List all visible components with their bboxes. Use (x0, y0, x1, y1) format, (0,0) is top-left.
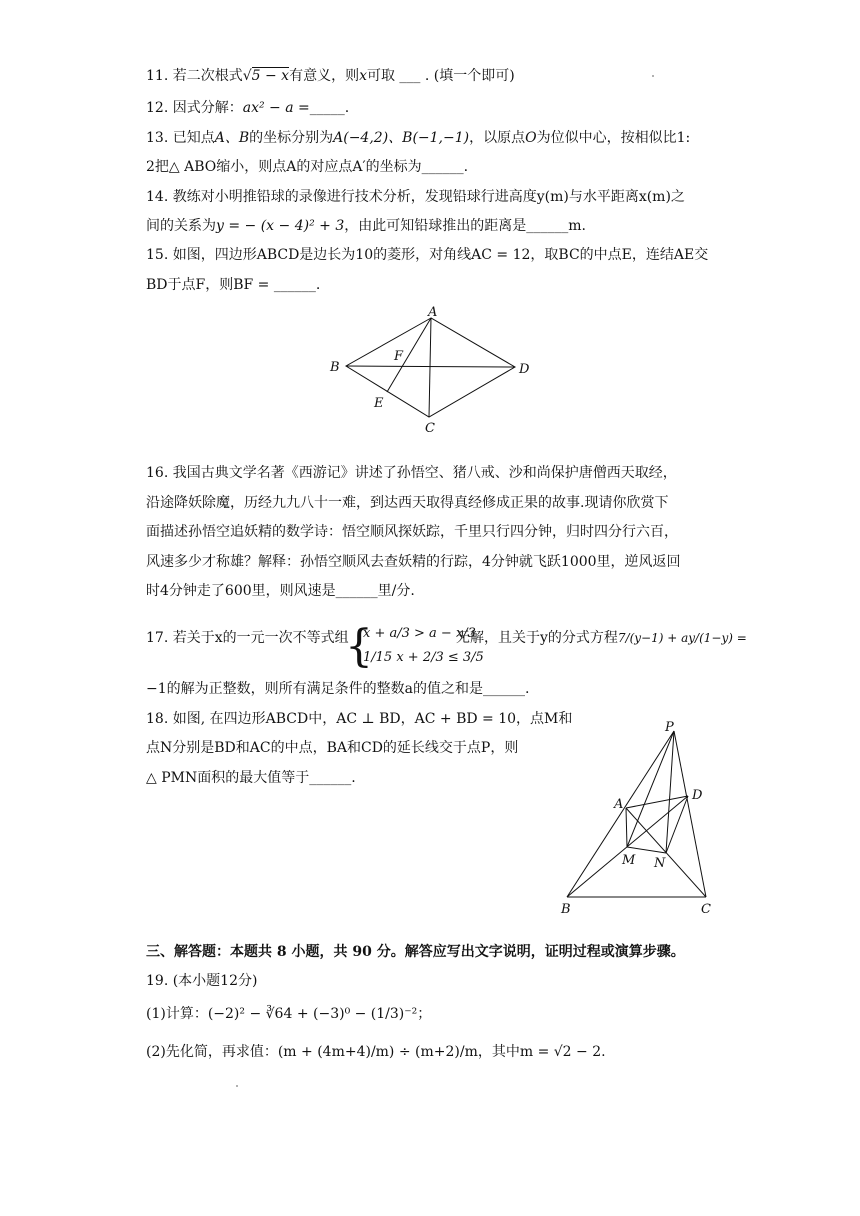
question-11: 11. 若二次根式√5 − x有意义，则x可取 ___ . (填一个即可) (146, 68, 515, 84)
quadrilateral-figure (550, 715, 730, 920)
fig15-label-f: F (394, 349, 404, 364)
line-pm (627, 731, 674, 847)
q14-suffix: ，由此可知铅球推出的距离是______m. (344, 218, 586, 234)
question-19-part2: (2)先化简，再求值：(m + (4m+4)/m) ÷ (m+2)/m，其中m = √2 − 2. (146, 1044, 606, 1060)
question-13-line1 (146, 128, 690, 148)
fig15-label-a: A (428, 305, 438, 320)
q13-prefix: 13. 已知点 (146, 130, 215, 146)
diagonal-bd (346, 366, 515, 367)
fig18-label-b: B (561, 902, 571, 917)
inequality-system (345, 621, 484, 672)
question-17-prefix: 17. 若关于x的一元一次不等式组 (146, 630, 349, 646)
q13-points: A、B (214, 130, 250, 146)
q14-expr: y = − (x − 4)² + 3 (216, 218, 345, 234)
q17-equation: 7/(y−1) + ay/(1−y) = (617, 631, 747, 645)
fig18-label-m: M (622, 853, 636, 868)
system-brace: { (345, 621, 373, 672)
question-19-part1: (1)计算：(−2)² − ∛64 + (−3)⁰ − (1/3)⁻²； (146, 1006, 432, 1022)
inequality-row-1: x + a/3 > a − x/3 (363, 626, 476, 641)
section-3-heading: 三、解答题：本题共 8 小题，共 90 分。解答应写出文字说明，证明过程或演算步骤。 (146, 944, 685, 960)
q11-radicand: 5 − x (251, 68, 290, 84)
q11-prefix: 11. 若二次根式 (146, 68, 243, 84)
scan-dot (236, 1085, 238, 1087)
question-18-line3: △ PMN面积的最大值等于______. (146, 770, 356, 786)
line-pb (567, 731, 674, 897)
q13-mid: 的坐标分别为 (249, 130, 334, 146)
fig18-label-d: D (692, 788, 703, 803)
question-14-line1: 14. 教练对小明推铅球的录像进行技术分析，发现铅球行进高度y(m)与水平距离x(m)之 (146, 189, 685, 205)
fig18-label-a: A (614, 797, 624, 812)
question-16-line5: 时4分钟走了600里，则风速是______里/分. (146, 583, 415, 599)
question-17-mid (456, 628, 747, 648)
scan-dot (652, 75, 654, 77)
question-14-line2 (146, 216, 586, 236)
q11-mid: 有意义，则 (289, 68, 360, 84)
fig15-label-e: E (374, 396, 384, 411)
question-16-line3: 面描述孙悟空追妖精的数学诗：悟空顺风探妖踪，千里只行四分钟，归时四分行六百， (146, 524, 678, 540)
fig15-label-b: B (330, 360, 340, 375)
question-13-line2: 2把△ ABO缩小，则点A的对应点A′的坐标为______. (146, 159, 469, 175)
q13-suffix: 为位似中心，按相似比1: (536, 130, 691, 146)
q14-prefix: 间的关系为 (146, 218, 216, 234)
fig18-label-n: N (654, 856, 666, 871)
inequality-row-2: 1/15 x + 2/3 ≤ 3/5 (363, 650, 484, 665)
fig18-label-c: C (701, 902, 711, 917)
fig15-label-d: D (519, 362, 530, 377)
question-12 (146, 98, 349, 118)
q17-mid: 无解，且关于y的分式方程 (456, 630, 618, 646)
q13-coords: A(−4,2)、B(−1,−1) (333, 130, 470, 146)
q11-suffix: 可取 ___ . (填一个即可) (366, 68, 515, 84)
question-17-line2: −1的解为正整数，则所有满足条件的整数a的值之和是______. (146, 681, 530, 697)
question-16-line1: 16. 我国古典文学名著《西游记》讲述了孙悟空、猪八戒、沙和尚保护唐僧西天取经， (146, 465, 677, 481)
q13-origin: O (525, 130, 537, 146)
question-16-line2: 沿途降妖除魔，历经九九八十一难，到达西天取得真经修成正果的故事.现请你欣赏下 (146, 495, 669, 511)
question-19-header: 19. (本小题12分) (146, 973, 258, 989)
line-am (626, 808, 627, 847)
question-15-line2: BD于点F，则BF = ______. (146, 277, 321, 293)
question-16-line4: 风速多少才称雄？解释：孙悟空顺风去查妖精的行踪，4分钟就飞跃1000里，逆风返回 (146, 554, 681, 570)
line-ad (626, 796, 688, 808)
q12-expr: ax² − a = (242, 100, 310, 116)
fig18-label-p: P (665, 720, 674, 735)
q11-var: x (359, 68, 367, 84)
q12-prefix: 12. 因式分解： (146, 100, 243, 116)
q13-mid2: ，以原点 (469, 130, 526, 146)
diagonal-ac (429, 318, 431, 417)
question-18-line1: 18. 如图, 在四边形ABCD中，AC ⊥ BD，AC + BD = 10，点M和 (146, 711, 573, 727)
fig15-label-c: C (425, 421, 435, 436)
line-pc (674, 731, 706, 897)
question-18-line2: 点N分别是BD和AC的中点，BA和CD的延长线交于点P，则 (146, 740, 519, 756)
question-15-line1: 15. 如图，四边形ABCD是边长为10的菱形，对角线AC = 12，取BC的中点E，连结AE交 (146, 247, 709, 263)
q12-suffix: _____. (309, 100, 350, 116)
rhombus-figure (320, 300, 540, 440)
